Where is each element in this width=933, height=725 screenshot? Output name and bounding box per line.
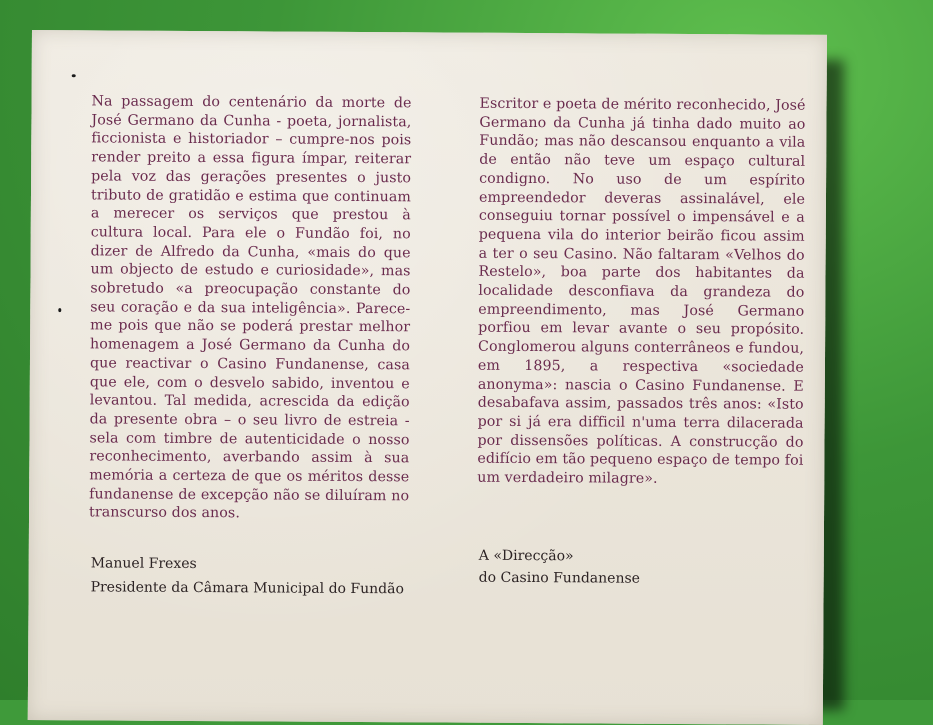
right-signature (479, 545, 641, 590)
right-text-column (477, 95, 805, 490)
ink-speck (72, 74, 76, 77)
left-paragraph: Na passagem do centenário da morte de José Germano da Cunha - poeta, jornalista, ficcionista e historiador – cumpre-nos pois render preito a essa figura ímpar, reiterar pela voz das gerações presentes o justo tributo de gratidão e estima que continuam a merecer os serviços que prestou à cultura local. Para ele o Fundão foi, no dizer de Alfredo da Cunha, «mais do que um objecto de estudo e curiosidade», mas sobretudo «a preocupação constante do seu coração e da sua inteligência». Parece-me pois que não se poderá prestar melhor homenagem a José Germano da Cunha do que reactivar o Casino Fundanense, casa que ele, com o desvelo sabido, inventou e levantou. Tal medida, acrescida da edição da presente obra – o seu livro de estreia - sela com timbre de autenticidade o nosso reconhecimento, averbando assim à sua memória a certeza de que os méritos desse fundanense de excepção não se diluíram no transcurso dos anos. (89, 93, 412, 522)
signature-name: Manuel Frexes (90, 555, 197, 573)
book-page (28, 30, 827, 725)
signature-title: Presidente da Câmara Municipal do Fundão (90, 579, 404, 598)
right-paragraph: Escritor e poeta de mérito reconhecido, José Germano da Cunha já tinha dado muito ao Fundão; mas não descansou enquanto a vila de então não teve um espaço cultural condigno. No uso de um espírito empreendedor deveras assinalável, ele conseguiu tornar possível o impensável e a pequena vila do interior beirão ficou assim a ter o seu Casino. Não faltaram «Velhos do Restelo», boa parte dos habitantes da localidade desconfiava da grandeza do empreendimento, mas José Germano porfiou em levar avante o seu propósito. Conglomerou alguns conterrâneos e fundou, em 1895, a respectiva «sociedade anonyma»: nascia o Casino Fundanense. E desabafava assim, passados três anos: «Isto por si já era difficil n'uma terra dilacerada por dissensões políticas. A construcção do edifício em tão pequeno espaço de tempo foi um verdadeiro milagre». (477, 95, 806, 487)
left-text-column (89, 92, 412, 524)
signature-line-1: A «Direcção» (478, 547, 574, 565)
left-signature (91, 552, 405, 600)
ink-speck (58, 308, 61, 312)
signature-line-2: do Casino Fundanense (478, 569, 641, 587)
